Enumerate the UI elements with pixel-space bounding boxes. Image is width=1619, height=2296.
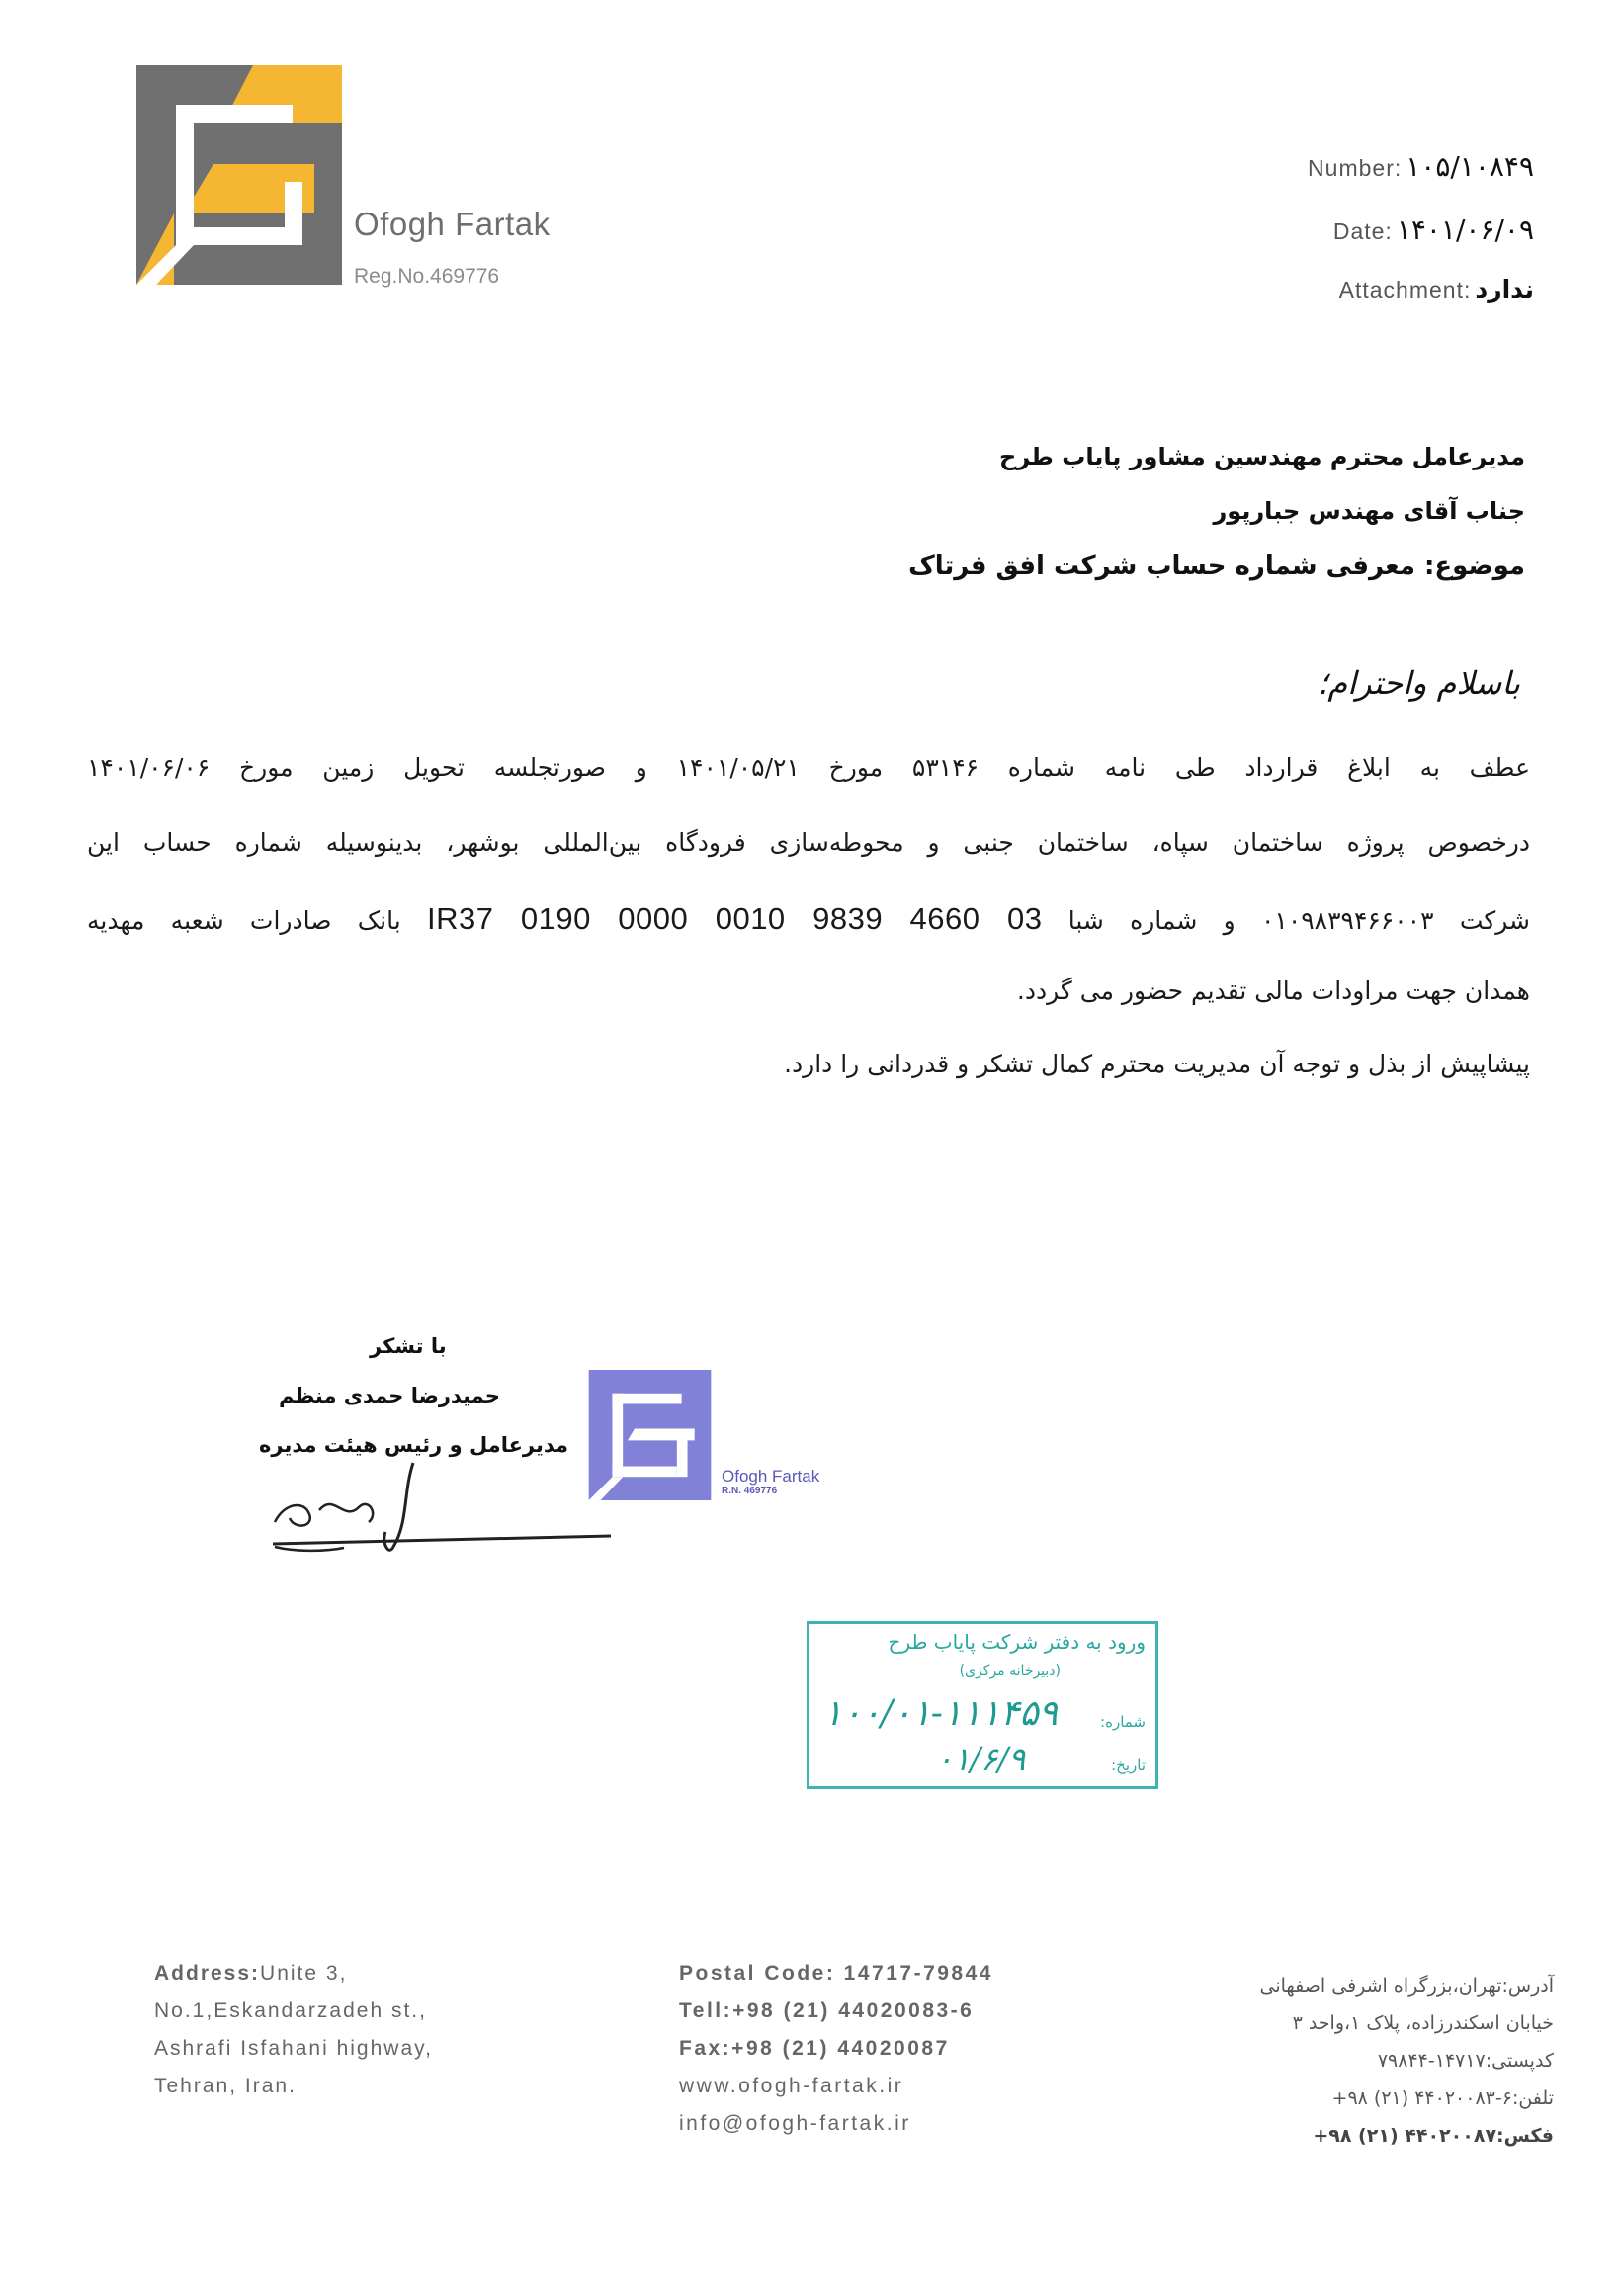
seal-registration-number: R.N. 469776 bbox=[722, 1486, 778, 1496]
body-line-1: عطف به ابلاغ قرارداد طی نامه شماره ۵۳۱۴۶ مورخ ۱۴۰۱/۰۵/۲۱ و صورتجلسه تحویل زمین مورخ ۱۴۰۱/۰۶/۰۶ bbox=[87, 753, 1530, 782]
company-seal-logo bbox=[583, 1370, 717, 1500]
body-line-5: پیشاپیش از بذل و توجه آن مدیریت محترم کمال تشکر و قدردانی را دارد. bbox=[784, 1050, 1530, 1078]
letter-number-row bbox=[1308, 150, 1534, 183]
fa-telephone: تلفن:۶-۴۴۰۲۰۰۸۳ (۲۱) ۹۸+ bbox=[1331, 2087, 1554, 2109]
date-value: ۱۴۰۱/۰۶/۰۹ bbox=[1396, 213, 1534, 246]
fa-address-line-2: خیابان اسکندرزاده، پلاک ۱،واحد ۳ bbox=[1292, 2012, 1554, 2034]
bank-branch-text: بانک صادرات شعبه مهدیه bbox=[87, 906, 401, 935]
letter-subject: موضوع: معرفی شماره حساب شرکت افق فرتاک bbox=[908, 552, 1525, 581]
signatory-name: حمیدرضا حمدی منظم bbox=[279, 1384, 500, 1407]
recipient-title: مدیرعامل محترم مهندسین مشاور پایاب طرح bbox=[999, 443, 1525, 470]
received-number-value: ۱۰۰/۰۱-۱۱۱۴۵۹ bbox=[823, 1693, 1058, 1734]
fa-fax: فکس:۴۴۰۲۰۰۸۷ (۲۱) ۹۸+ bbox=[1313, 2125, 1554, 2147]
letter-attachment-row bbox=[1339, 275, 1534, 303]
signature-thanks: با تشکر bbox=[370, 1334, 447, 1358]
letter-date-row bbox=[1333, 213, 1534, 246]
seal-company-name: Ofogh Fartak bbox=[722, 1467, 820, 1486]
iban-number: IR37 0190 0000 0010 9839 4660 03 bbox=[426, 901, 1043, 936]
address-line-4: Tehran, Iran. bbox=[154, 2075, 297, 2097]
fax: Fax:+98 (21) 44020087 bbox=[679, 2037, 950, 2060]
received-date-value: ۰۱/۶/۹ bbox=[936, 1741, 1026, 1778]
received-stamp-subtitle: (دبیرخانه مرکزی) bbox=[959, 1663, 1061, 1679]
handwritten-signature bbox=[265, 1453, 621, 1562]
signatory-title: مدیرعامل و رئیس هیئت مدیره bbox=[259, 1433, 569, 1457]
number-value: ۱۰۵/۱۰۸۴۹ bbox=[1406, 150, 1534, 183]
address-line-2: No.1,Eskandarzadeh st., bbox=[154, 1999, 427, 2022]
attachment-value: ندارد bbox=[1475, 275, 1534, 303]
body-line-3 bbox=[87, 901, 1530, 937]
address-line-3: Ashrafi Isfahani highway, bbox=[154, 2037, 433, 2060]
account-number-text: شرکت ۰۱۰۹۸۳۹۴۶۶۰۰۳ و شماره شبا bbox=[1067, 906, 1531, 935]
footer-address-en bbox=[154, 1955, 433, 2105]
company-logo bbox=[136, 65, 342, 285]
received-number-label: شماره: bbox=[1100, 1713, 1146, 1731]
received-stamp bbox=[807, 1621, 1158, 1789]
attachment-label: Attachment: bbox=[1338, 277, 1472, 302]
body-line-4: همدان جهت مراودات مالی تقدیم حضور می گردد. bbox=[1016, 977, 1530, 1005]
telephone: Tell:+98 (21) 44020083-6 bbox=[679, 1999, 975, 2022]
received-stamp-title: ورود به دفتر شرکت پایاب طرح bbox=[888, 1630, 1146, 1654]
footer-address-fa bbox=[1260, 1967, 1555, 2155]
salutation: باسلام واحترام؛ bbox=[1318, 664, 1520, 702]
address-label: Address: bbox=[154, 1962, 261, 1985]
address-line-1: Address:Unite 3, bbox=[154, 1962, 348, 1985]
logo-company-name: Ofogh Fartak bbox=[354, 206, 551, 242]
email-link[interactable]: info@ofogh-fartak.ir bbox=[679, 2112, 911, 2135]
fa-postal-code: کدپستی:۱۴۷۱۷-۷۹۸۴۴ bbox=[1377, 2050, 1554, 2072]
footer-contact-en bbox=[679, 1955, 993, 2143]
number-label: Number: bbox=[1308, 155, 1403, 181]
received-date-label: تاریخ: bbox=[1111, 1756, 1146, 1774]
website-link[interactable]: www.ofogh-fartak.ir bbox=[679, 2075, 904, 2097]
date-label: Date: bbox=[1332, 218, 1393, 244]
logo-registration-number: Reg.No.469776 bbox=[354, 265, 500, 288]
body-line-2: درخصوص پروژه ساختمان سپاه، ساختمان جنبی و محوطه‌سازی فرودگاه بین‌المللی بوشهر، بدینوسیله شماره حساب این bbox=[87, 828, 1530, 857]
fa-address-line-1: آدرس:تهران،بزرگراه اشرفی اصفهانی bbox=[1259, 1975, 1554, 1997]
recipient-name: جناب آقای مهندس جبارپور bbox=[1213, 497, 1525, 525]
postal-code: Postal Code: 14717-79844 bbox=[679, 1962, 993, 1985]
